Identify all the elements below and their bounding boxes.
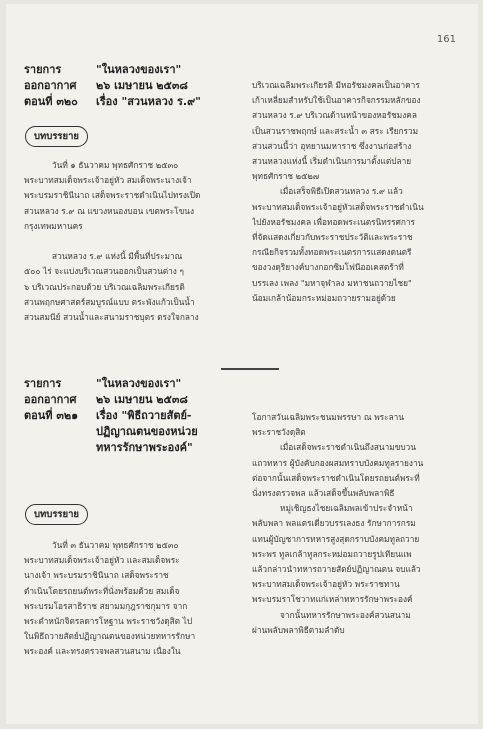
text-line: โอกาสวันเฉลิมพระชนมพรรษา ณ พระลาน (252, 412, 404, 422)
text-line: บริเวณเฉลิมพระเกียรติ มีหอรัชมงคลเป็นอาคาร (252, 80, 420, 90)
text-line: พระบรมราโชวาทแก่เหล่าทหารรักษาพระองค์ (252, 594, 413, 605)
text-line: ในพิธีถวายสัตย์ปฏิญาณตนของหน่วยทหารรักษา (24, 631, 196, 642)
right-column-text (252, 78, 464, 306)
text-line: เก้าเหลี่ยมสำหรับใช้เป็นอาคารกิจกรรมหลักของ (252, 95, 421, 106)
text-line: กรณียกิจรวมทั้งทอดพระเนตรการแสดงดนตรี (252, 247, 412, 258)
text-line: กรุงเทพมหานคร (24, 220, 83, 231)
text-line: แล้วกล่าวนำทหารถวายสัตย์ปฏิญาณตน จบแล้ว (252, 564, 421, 575)
program-row (24, 62, 249, 78)
text-line: ของวงดุริยางค์บางกอกซิมโฟนีออเคสตร้าที่ (252, 262, 404, 273)
text-line: ดำเนินโดยรถยนต์พระที่นั่งพร้อมด้วย สมเด็จ (24, 585, 180, 596)
air-value: ๒๖ เมษายน ๒๕๓๘ (96, 393, 188, 406)
episode-title: เรื่อง "พิธีถวายสัตย์- (96, 409, 192, 422)
text-line: พระบาทสมเด็จพระเจ้าอยู่หัว และสมเด็จพระ (24, 555, 180, 566)
episode-title-cont (24, 440, 249, 456)
narration-badge: บทบรรยาย (25, 126, 88, 147)
episode-title-line-3: ทหารรักษาพระองค์" (96, 441, 193, 454)
text-line: น้อมเกล้าน้อมกระหม่อมถวายรามอยู่ด้วย (252, 292, 396, 303)
text-line: จากนั้นทหารรักษาพระองค์สวนสนาม (280, 609, 411, 620)
episode-row (24, 408, 249, 424)
program-label: รายการ (24, 377, 62, 390)
episode-label: ตอนที่ ๓๒๑ (24, 409, 79, 422)
episode-title: เรื่อง "สวนหลวง ร.๙" (96, 95, 201, 108)
episode-section-2 (6, 376, 478, 706)
episode-row (24, 94, 249, 110)
section-divider (221, 368, 279, 370)
text-line: ที่จัดแสดงเกี่ยวกับพระราชประวัติและพระราช (252, 232, 413, 243)
text-line: สวนสมนีย์ สวนน้ำและสนามราชบุตร ตรงใจกลาง (24, 312, 199, 323)
text-line: พระบรมโอรสาธิราช สยามมกุฎราชกุมาร จาก (24, 600, 188, 611)
episode-section-1 (6, 62, 478, 362)
text-line: หมู่เชิญธงไชยเฉลิมพลเข้าประจำหน้า (280, 503, 413, 514)
text-line: พระบรมราชินีนาถ เสด็จพระราชดำเนินไปทรงเปิด (24, 190, 201, 201)
text-line: แถวทหาร ผู้บังคับกองผสมทราบบังคมทูลรายงาน (252, 457, 424, 468)
episode-header (24, 376, 249, 456)
episode-header (24, 62, 249, 110)
text-line (24, 234, 244, 249)
text-line: พระพร ทูลเกล้าทูลกระหม่อมถวายรูปเทียนแพ (252, 548, 412, 559)
text-line: พลับพลา พลแตรเดี่ยวบรรเลงธง รักษาการกรม (252, 518, 416, 529)
text-line: พระบาทสมเด็จพระเจ้าอยู่หัว สมเด็จพระนางเจ้า (24, 175, 192, 186)
text-line: สวนหลวงแห่งนี้ เริ่มดำเนินการมาตั้งแต่ปลาย (252, 156, 412, 167)
text-line: พระบาทสมเด็จพระเจ้าอยู่หัวเสด็จพระราชดำเนิน (252, 201, 424, 212)
text-line: นางเจ้า พระบรมราชินีนาถ เสด็จพระราช (24, 570, 169, 581)
page-number: 161 (436, 34, 456, 45)
right-column-text (252, 410, 464, 638)
text-line: พระบาทสมเด็จพระเจ้าอยู่หัว พระราชทาน (252, 579, 400, 590)
text-line: ๖ บริเวณประกอบด้วย บริเวณเฉลิมพระเกียรติ (24, 281, 185, 292)
episode-title-line-2: ปฏิญาณตนของหน่วย (96, 425, 198, 438)
program-value: "ในหลวงของเรา" (96, 377, 182, 390)
text-line: พระองค์ และทรงตรวจพลสวนสนาม เนื่องใน (24, 646, 181, 657)
air-row (24, 392, 249, 408)
air-row (24, 78, 249, 94)
episode-label: ตอนที่ ๓๒๐ (24, 95, 78, 108)
text-line: พุทธศักราช ๒๕๒๗ (252, 171, 320, 182)
program-value: "ในหลวงของเรา" (96, 63, 182, 76)
text-line: นั่งทรงตรวจพล แล้วเสด็จขึ้นพลับพลาพิธี (252, 488, 395, 499)
air-label: ออกอากาศ (24, 79, 77, 92)
text-line: วันที่ ๓ ธันวาคม พุทธศักราช ๒๕๓๐ (52, 540, 179, 550)
left-column-text (24, 538, 244, 660)
text-line: สวนพฤกษศาสตร์สมบูรณ์แบบ ตระพังแก้วเป็นน้ำ (24, 296, 195, 307)
text-line: ไปยังหอรัชมงคล เพื่อทอดพระเนตรนิทรรศการ (252, 216, 416, 227)
text-line: สวนสวนนี้ว่า อุทยานมหาราช ซึ่งงานก่อสร้าง (252, 140, 412, 151)
text-line: ผ่านพลับพลาพิธีตามลำดับ (252, 624, 345, 635)
air-value: ๒๖ เมษายน ๒๕๓๘ (96, 79, 188, 92)
text-line: ต่อจากนั้นเสด็จพระราชดำเนินโดยรถยนต์พระที่ (252, 472, 420, 483)
text-line: พระตำหนักจิตรลดารโหฐาน พระราชวังดุสิต ไป (24, 616, 193, 627)
text-line: วันที่ ๑ ธันวาคม พุทธศักราช ๒๕๓๐ (52, 160, 179, 170)
text-line: สวนหลวง ร.๙ แห่งนี้ มีพื้นที่ประมาณ (52, 251, 183, 262)
program-row (24, 376, 249, 392)
text-line: บรรเลง เพลง "มหาจุฬาลง มหาชนถวายไชย" (252, 277, 412, 288)
document-page (6, 4, 478, 724)
text-line: สวนหลวง ร.๙ ณ แขวงหนองบอน เขตพระโขนง (24, 205, 195, 216)
text-line: เมื่อเสด็จพระราชดำเนินถึงสนามขบวน (280, 442, 416, 453)
narration-badge: บทบรรยาย (25, 504, 88, 525)
episode-title-cont (24, 424, 249, 440)
left-column-text (24, 158, 244, 325)
text-line: เมื่อเสร็จพิธีเปิดสวนหลวง ร.๙ แล้ว (280, 186, 403, 197)
text-line: สวนหลวง ร.๙ บริเวณด้านหน้าของหอรัชมงคล (252, 110, 417, 121)
air-label: ออกอากาศ (24, 393, 77, 406)
text-line: ๕๐๐ ไร่ จะแบ่งบริเวณสวนออกเป็นสวนต่าง ๆ (24, 266, 184, 277)
program-label: รายการ (24, 63, 62, 76)
text-line: เป็นสวนราชพฤกษ์ และสระน้ำ ๓ สระ เรียกรวม (252, 125, 419, 136)
text-line: พระราชวังดุสิต (252, 427, 306, 438)
text-line: แทนผู้บัญชาการทหารสูงสุดกราบบังคมทูลถวาย (252, 533, 420, 544)
